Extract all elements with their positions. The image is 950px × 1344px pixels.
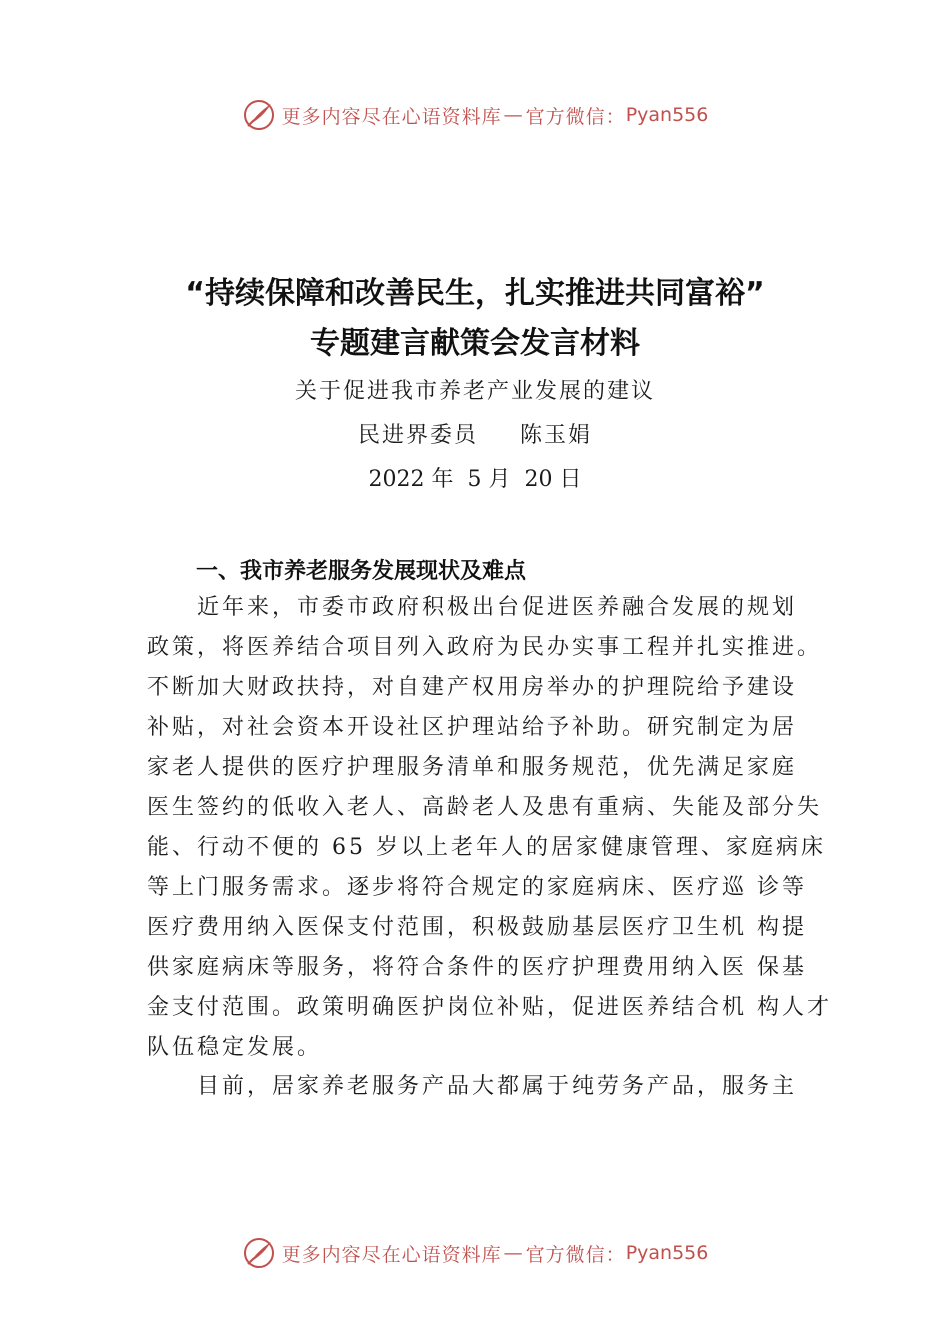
paragraph-line: 金支付范围。政策明确医护岗位补贴，促进医养结合机 构人才	[147, 995, 832, 1020]
paragraph-line: 等上门服务需求。逐步将符合规定的家庭病床、医疗巡 诊等	[147, 875, 807, 900]
watermark-wechat-label: 官方微信：	[525, 105, 626, 128]
watermark-banner-bottom	[0, 1233, 950, 1273]
watermark-text: 更多内容尽在心语资料库	[281, 1243, 502, 1266]
watermark-wechat-label: 官方微信：	[525, 1243, 626, 1266]
paragraph-line: 能、行动不便的 65 岁以上老年人的居家健康管理、家庭病床	[147, 835, 826, 860]
document-title-line1: “持续保障和改善民生，扎实推进共同富裕”	[185, 276, 765, 311]
watermark-text: 更多内容尽在心语资料库	[281, 105, 502, 128]
watermark-wechat-id: Pyan556	[625, 1242, 709, 1264]
watermark-wechat-id: Pyan556	[625, 104, 709, 126]
paragraph-line: 家老人提供的医疗护理服务清单和服务规范，优先满足家庭	[147, 755, 798, 780]
paragraph-line: 政策，将医养结合项目列入政府为民办实事工程并扎实推进。	[147, 635, 823, 660]
paragraph-line: 供家庭病床等服务，将符合条件的医疗护理费用纳入医 保基	[147, 955, 807, 980]
paragraph-line: 目前，居家养老服务产品大都属于纯劳务产品，服务主	[197, 1074, 798, 1099]
document-date: 2022 年 5 月 20 日	[368, 467, 582, 492]
paragraph-line: 医疗费用纳入医保支付范围，积极鼓励基层医疗卫生机 构提	[147, 915, 807, 940]
author-name: 陈玉娟	[520, 423, 593, 448]
watermark-dash: —	[503, 104, 524, 126]
paragraph-line: 医生签约的低收入老人、高龄老人及患有重病、失能及部分失	[147, 795, 823, 820]
paragraph-line: 队伍稳定发展。	[147, 1035, 323, 1060]
author-affiliation: 民进界委员	[357, 423, 478, 448]
quill-logo-icon	[242, 1236, 276, 1270]
paragraph-line: 不断加大财政扶持，对自建产权用房举办的护理院给予建设	[147, 675, 798, 700]
document-subtitle: 关于促进我市养老产业发展的建议	[294, 379, 655, 404]
section-heading: 一、我市养老服务发展现状及难点	[196, 559, 527, 584]
document-title-line2: 专题建言献策会发言材料	[310, 326, 640, 361]
paragraph-line: 近年来，市委市政府积极出台促进医养融合发展的规划	[197, 595, 798, 620]
quill-logo-icon	[242, 98, 276, 132]
watermark-banner-top	[0, 95, 950, 135]
author-line	[0, 418, 950, 449]
paragraph-line: 补贴，对社会资本开设社区护理站给予补助。研究制定为居	[147, 715, 798, 740]
watermark-dash: —	[503, 1242, 524, 1264]
